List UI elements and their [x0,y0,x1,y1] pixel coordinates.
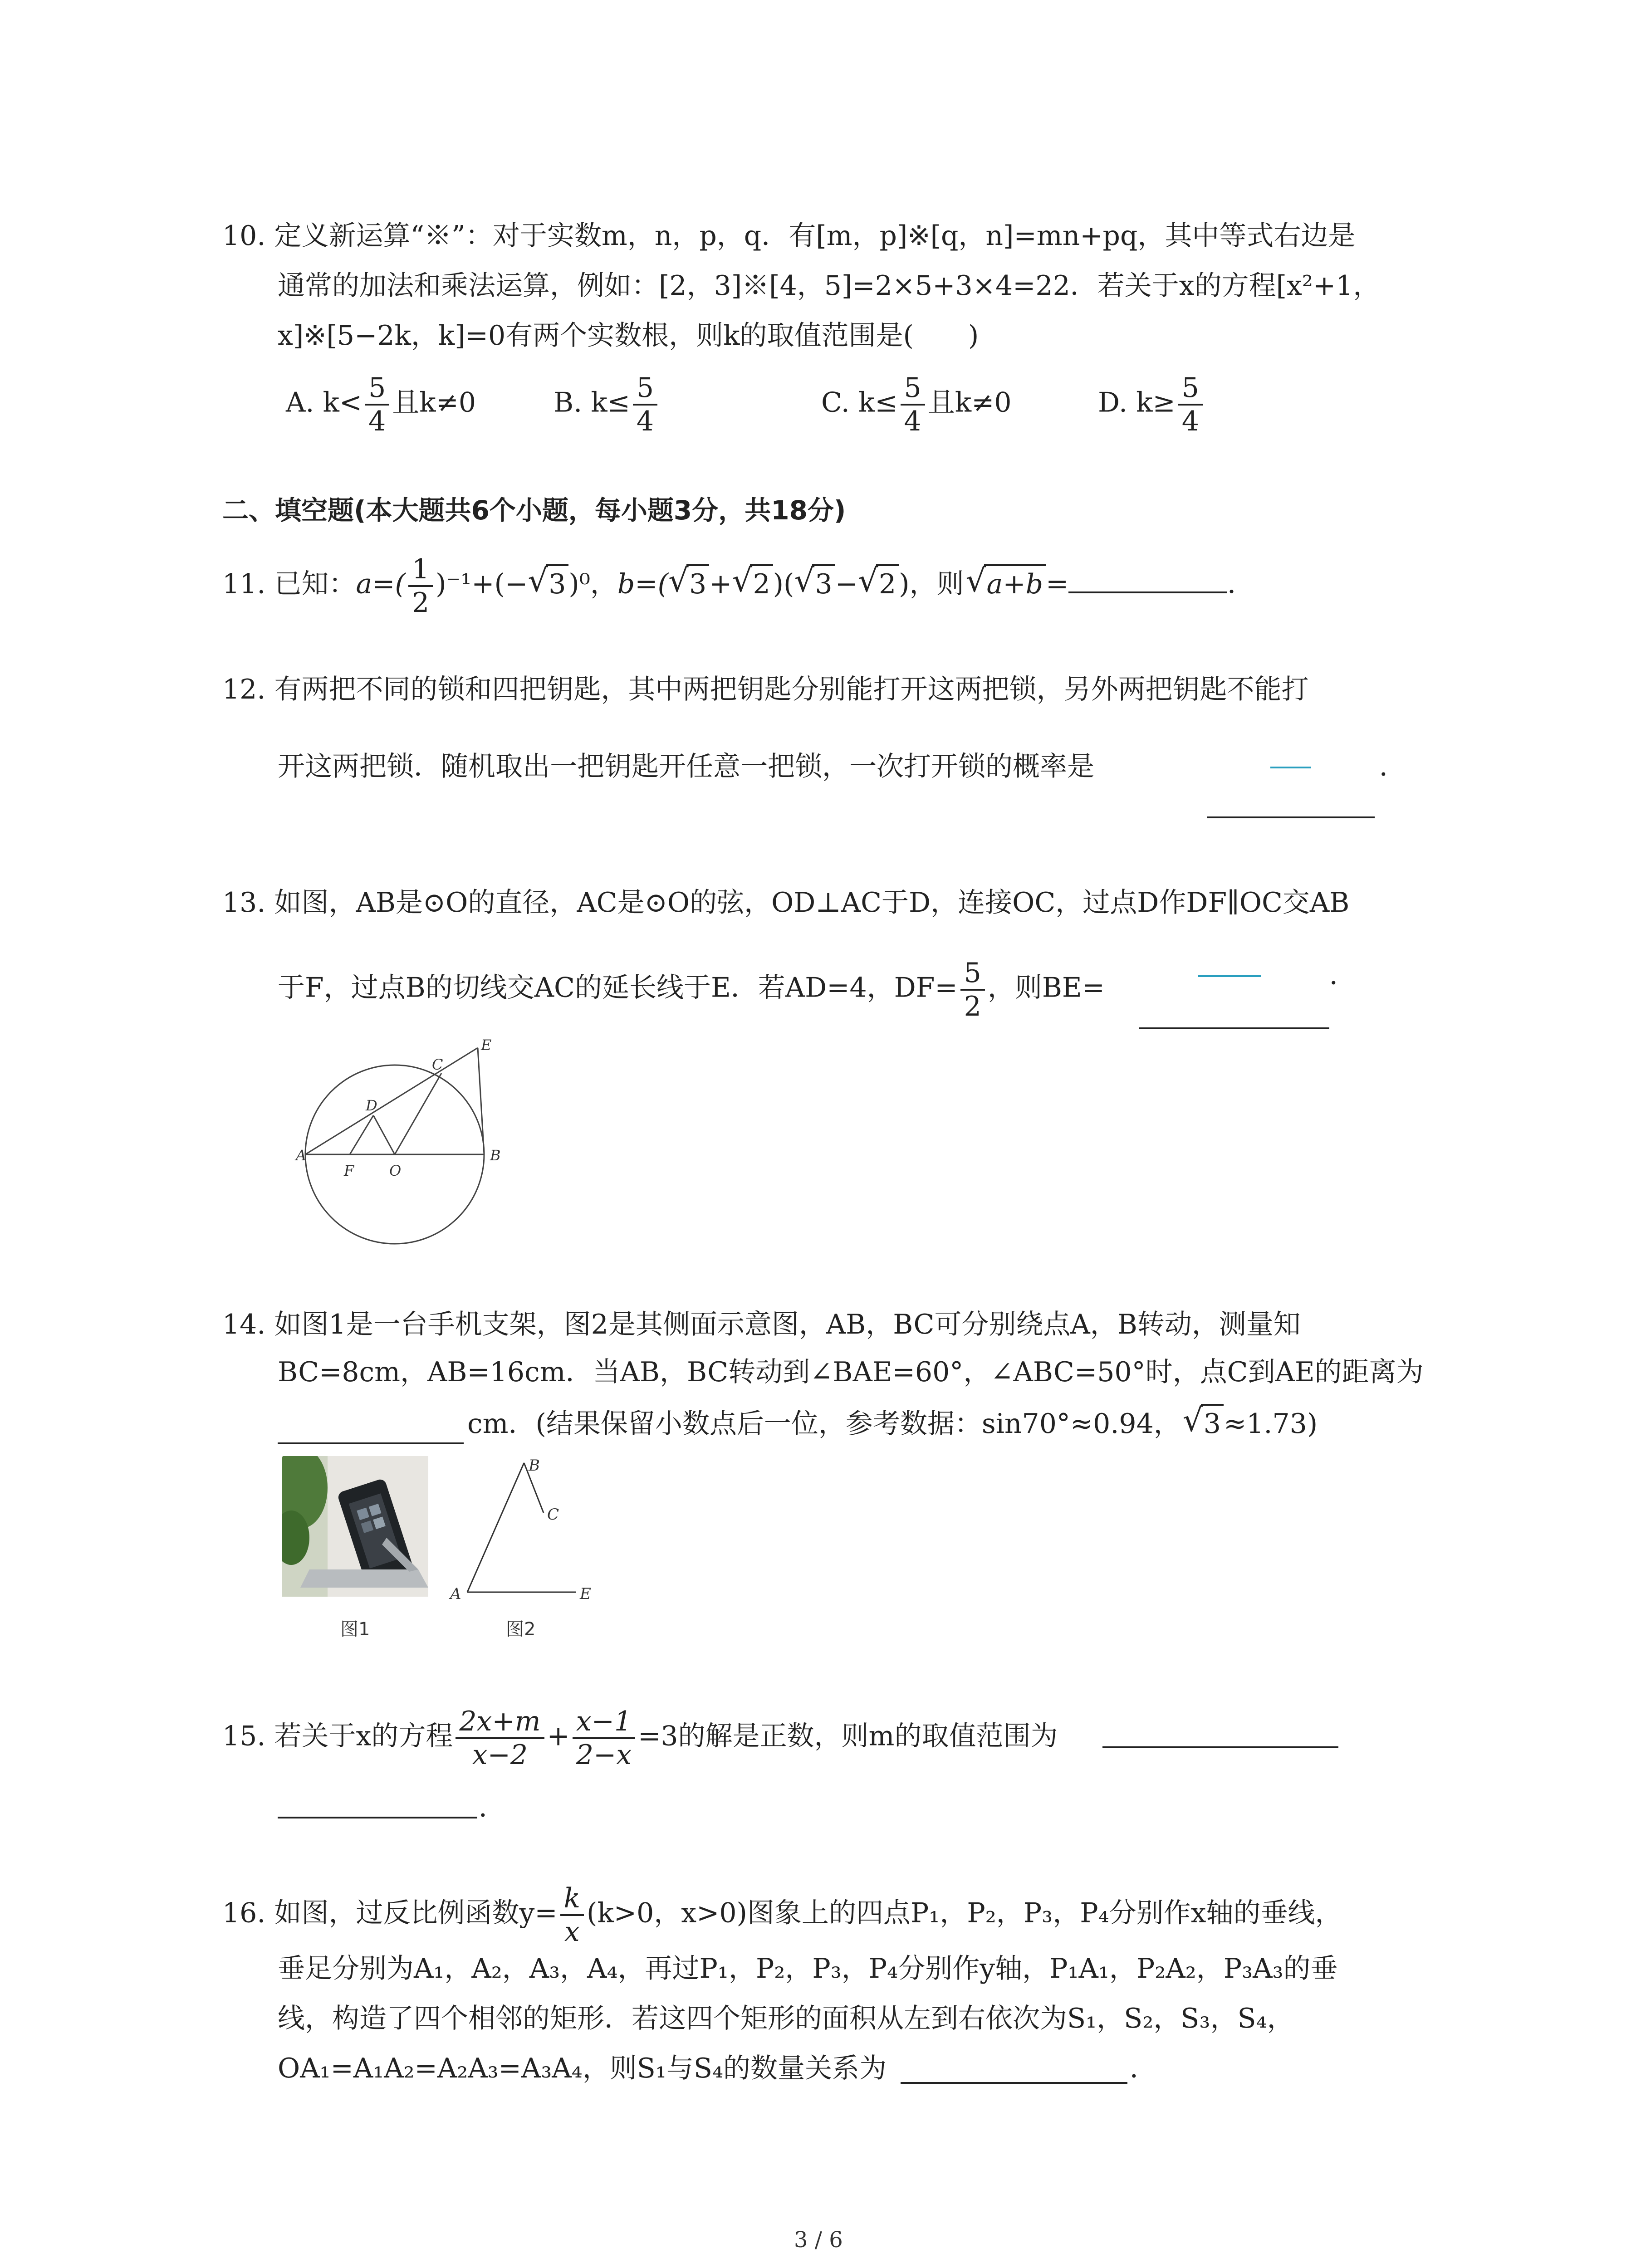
fig2-caption: 图2 [506,1619,536,1640]
answer-blank [1207,816,1375,818]
sqrt-3: √ 3 [686,564,709,602]
tangent-be [478,1048,484,1154]
label-e: E [580,1585,591,1603]
option-b-prefix: B. k≤ [554,386,630,419]
segment-ab [467,1463,524,1592]
q13-line2-post: ，则BE= [987,972,1105,1004]
q14-line3-text: cm．(结果保留小数点后一位，参考数据：sin70°≈0.94， [467,1408,1181,1440]
q11-b-prefix: b=( [617,568,668,600]
q15-end: ． [479,1792,506,1823]
q10-option-c [821,372,1012,437]
q13-end: ． [1329,959,1357,991]
label-c: C [432,1056,443,1073]
q10-option-b [554,372,660,437]
option-a-prefix: A. k< [286,386,362,419]
q11-a-mid: )⁻¹+(− [436,568,528,600]
fraction-k-over-x: $\frac{k}{x}$ [560,1882,584,1948]
label-b: B [529,1457,540,1475]
segment-od [373,1115,395,1154]
option-d-prefix: D. k≥ [1098,386,1176,419]
option-a-suffix: 且k≠0 [392,386,476,419]
sqrt-a-plus-b: √ a+b [984,564,1046,602]
label-e: E [481,1039,492,1054]
q11-a-post: )⁰， [568,568,617,600]
q15-post: =3的解是正数，则m的取值范围为 [638,1720,1058,1752]
option-c-suffix: 且k≠0 [927,386,1012,419]
fraction-5-4: $\frac{5}{4}$ [633,372,657,437]
q10-line2: 通常的加法和乘法运算，例如：[2，3]※[4，5]=2×5+3×4=22．若关于x的方程[x²+1， [278,270,1381,302]
q11-a-prefix: a=( [356,568,406,600]
minus-sign: − [835,568,858,600]
q11-label: 11. 已知： [222,568,356,600]
q13-line2 [278,957,1105,1022]
q16-line1-post: (k>0，x>0)图象上的四点P₁，P₂，P₃，P₄分别作x轴的垂线， [587,1897,1342,1929]
label-d: D [366,1097,377,1114]
q10-option-d [1098,372,1205,437]
label-a: A [296,1147,307,1164]
label-c: C [547,1505,559,1524]
equals-sign: = [1046,568,1069,600]
fraction-5-2: $\frac{5}{2}$ [960,957,985,1022]
q10-line3: x]※[5−2k，k]=0有两个实数根，则k的取值范围是( ) [278,320,979,352]
option-c-prefix: C. k≤ [821,386,898,419]
q16-line1 [222,1882,1342,1948]
q14-line2: BC=8cm，AB=16cm．当AB，BC转动到∠BAE=60°，∠ABC=50°时，点C到AE的距离为 [278,1356,1424,1388]
sqrt-3: √ 3 [1201,1404,1224,1442]
fraction-x-minus-1-over-2-minus-x: $\frac{x-1}{2-x}$ [573,1706,635,1771]
answer-blank [278,1817,477,1818]
answer-mark [1198,975,1261,977]
label-f: F [344,1162,354,1179]
circle-geometry-figure [290,1039,526,1256]
plus-sign: + [709,568,732,600]
q11-line: 11. 已知：a=( $\frac{1}{2}$ )⁻¹+(−√ 3 )⁰，b=(√ 3 +√ 2 )(√ 3 −√ 2 )，则√ a+b = ． [222,553,1254,619]
q10-option-a [286,372,476,437]
q16-line3: 线，构造了四个相邻的矩形．若这四个矩形的面积从左到右依次为S₁，S₂，S₃，S₄， [278,2003,1294,2034]
fraction-5-4: $\frac{5}{4}$ [901,372,925,437]
segment-df [350,1115,373,1154]
phone-stand-photo [282,1456,428,1597]
page-number: 3 / 6 [794,2227,843,2253]
q12-line1: 12. 有两把不同的锁和四把钥匙，其中两把钥匙分别能打开这两把锁，另外两把钥匙不能打 [222,674,1309,705]
answer-blank [1139,1027,1329,1029]
fraction-2x-plus-m-over-x-minus-2: $\frac{2x+m}{x-2}$ [456,1706,544,1771]
fraction-1-2: $\frac{1}{2}$ [408,553,433,619]
q13-line1: 13. 如图，AB是⊙O的直径，AC是⊙O的弦，OD⊥AC于D，连接OC，过点D作DF∥OC交AB [222,887,1350,919]
answer-blank [901,2082,1127,2084]
q12-end: ． [1379,751,1406,782]
answer-blank [1102,1746,1338,1748]
q14-line1: 14. 如图1是一台手机支架，图2是其侧面示意图，AB，BC可分别绕点A，B转动，测量知 [222,1309,1301,1340]
answer-blank [1068,564,1227,593]
q14-line3 [467,1404,1318,1442]
answer-mark [1270,767,1311,768]
sqrt-3: √ 3 [812,564,835,602]
line-ae [305,1048,478,1154]
fraction-5-4: $\frac{5}{4}$ [365,372,389,437]
label-b: B [490,1147,501,1164]
q13-line2-text: 于F，过点B的切线交AC的延长线于E．若AD=4，DF= [278,972,958,1004]
plus-sign: + [547,1720,570,1752]
sqrt-2: √ 2 [750,564,773,602]
q15-label: 15. 若关于x的方程 [222,1720,453,1752]
fraction-5-4: $\frac{5}{4}$ [1178,372,1203,437]
phone-stand-diagram [436,1452,599,1606]
label-o: O [389,1162,402,1179]
sqrt-3: √ 3 [546,564,568,602]
q16-line1-text: 16. 如图，过反比例函数y= [222,1897,558,1929]
paren: )( [773,568,794,600]
q16-line4: OA₁=A₁A₂=A₂A₃=A₃A₄，则S₁与S₄的数量关系为 [278,2053,887,2084]
answer-blank [278,1442,464,1444]
sqrt-2: √ 2 [876,564,899,602]
fig1-caption: 图1 [340,1619,370,1640]
q10-line1: 10. 定义新运算“※”：对于实数m，n，p，q．有[m，p]※[q，n]=mn+pq，其中等式右边是 [222,220,1356,252]
label-a: A [450,1585,461,1603]
section-title: 二、填空题(本大题共6个小题，每小题3分，共18分) [222,495,846,526]
q16-end: ． [1130,2053,1157,2084]
q12-line2: 开这两把锁．随机取出一把钥匙开任意一把锁，一次打开锁的概率是 [278,751,1094,782]
q14-line3-end: ≈1.73) [1223,1408,1318,1440]
q16-line2: 垂足分别为A₁，A₂，A₃，A₄，再过P₁，P₂，P₃，P₄分别作y轴，P₁A₁，P₂A₂，P₃A₃的垂 [278,1953,1338,1984]
q11-b-post: )，则 [899,568,964,600]
q15-line [222,1706,1058,1771]
